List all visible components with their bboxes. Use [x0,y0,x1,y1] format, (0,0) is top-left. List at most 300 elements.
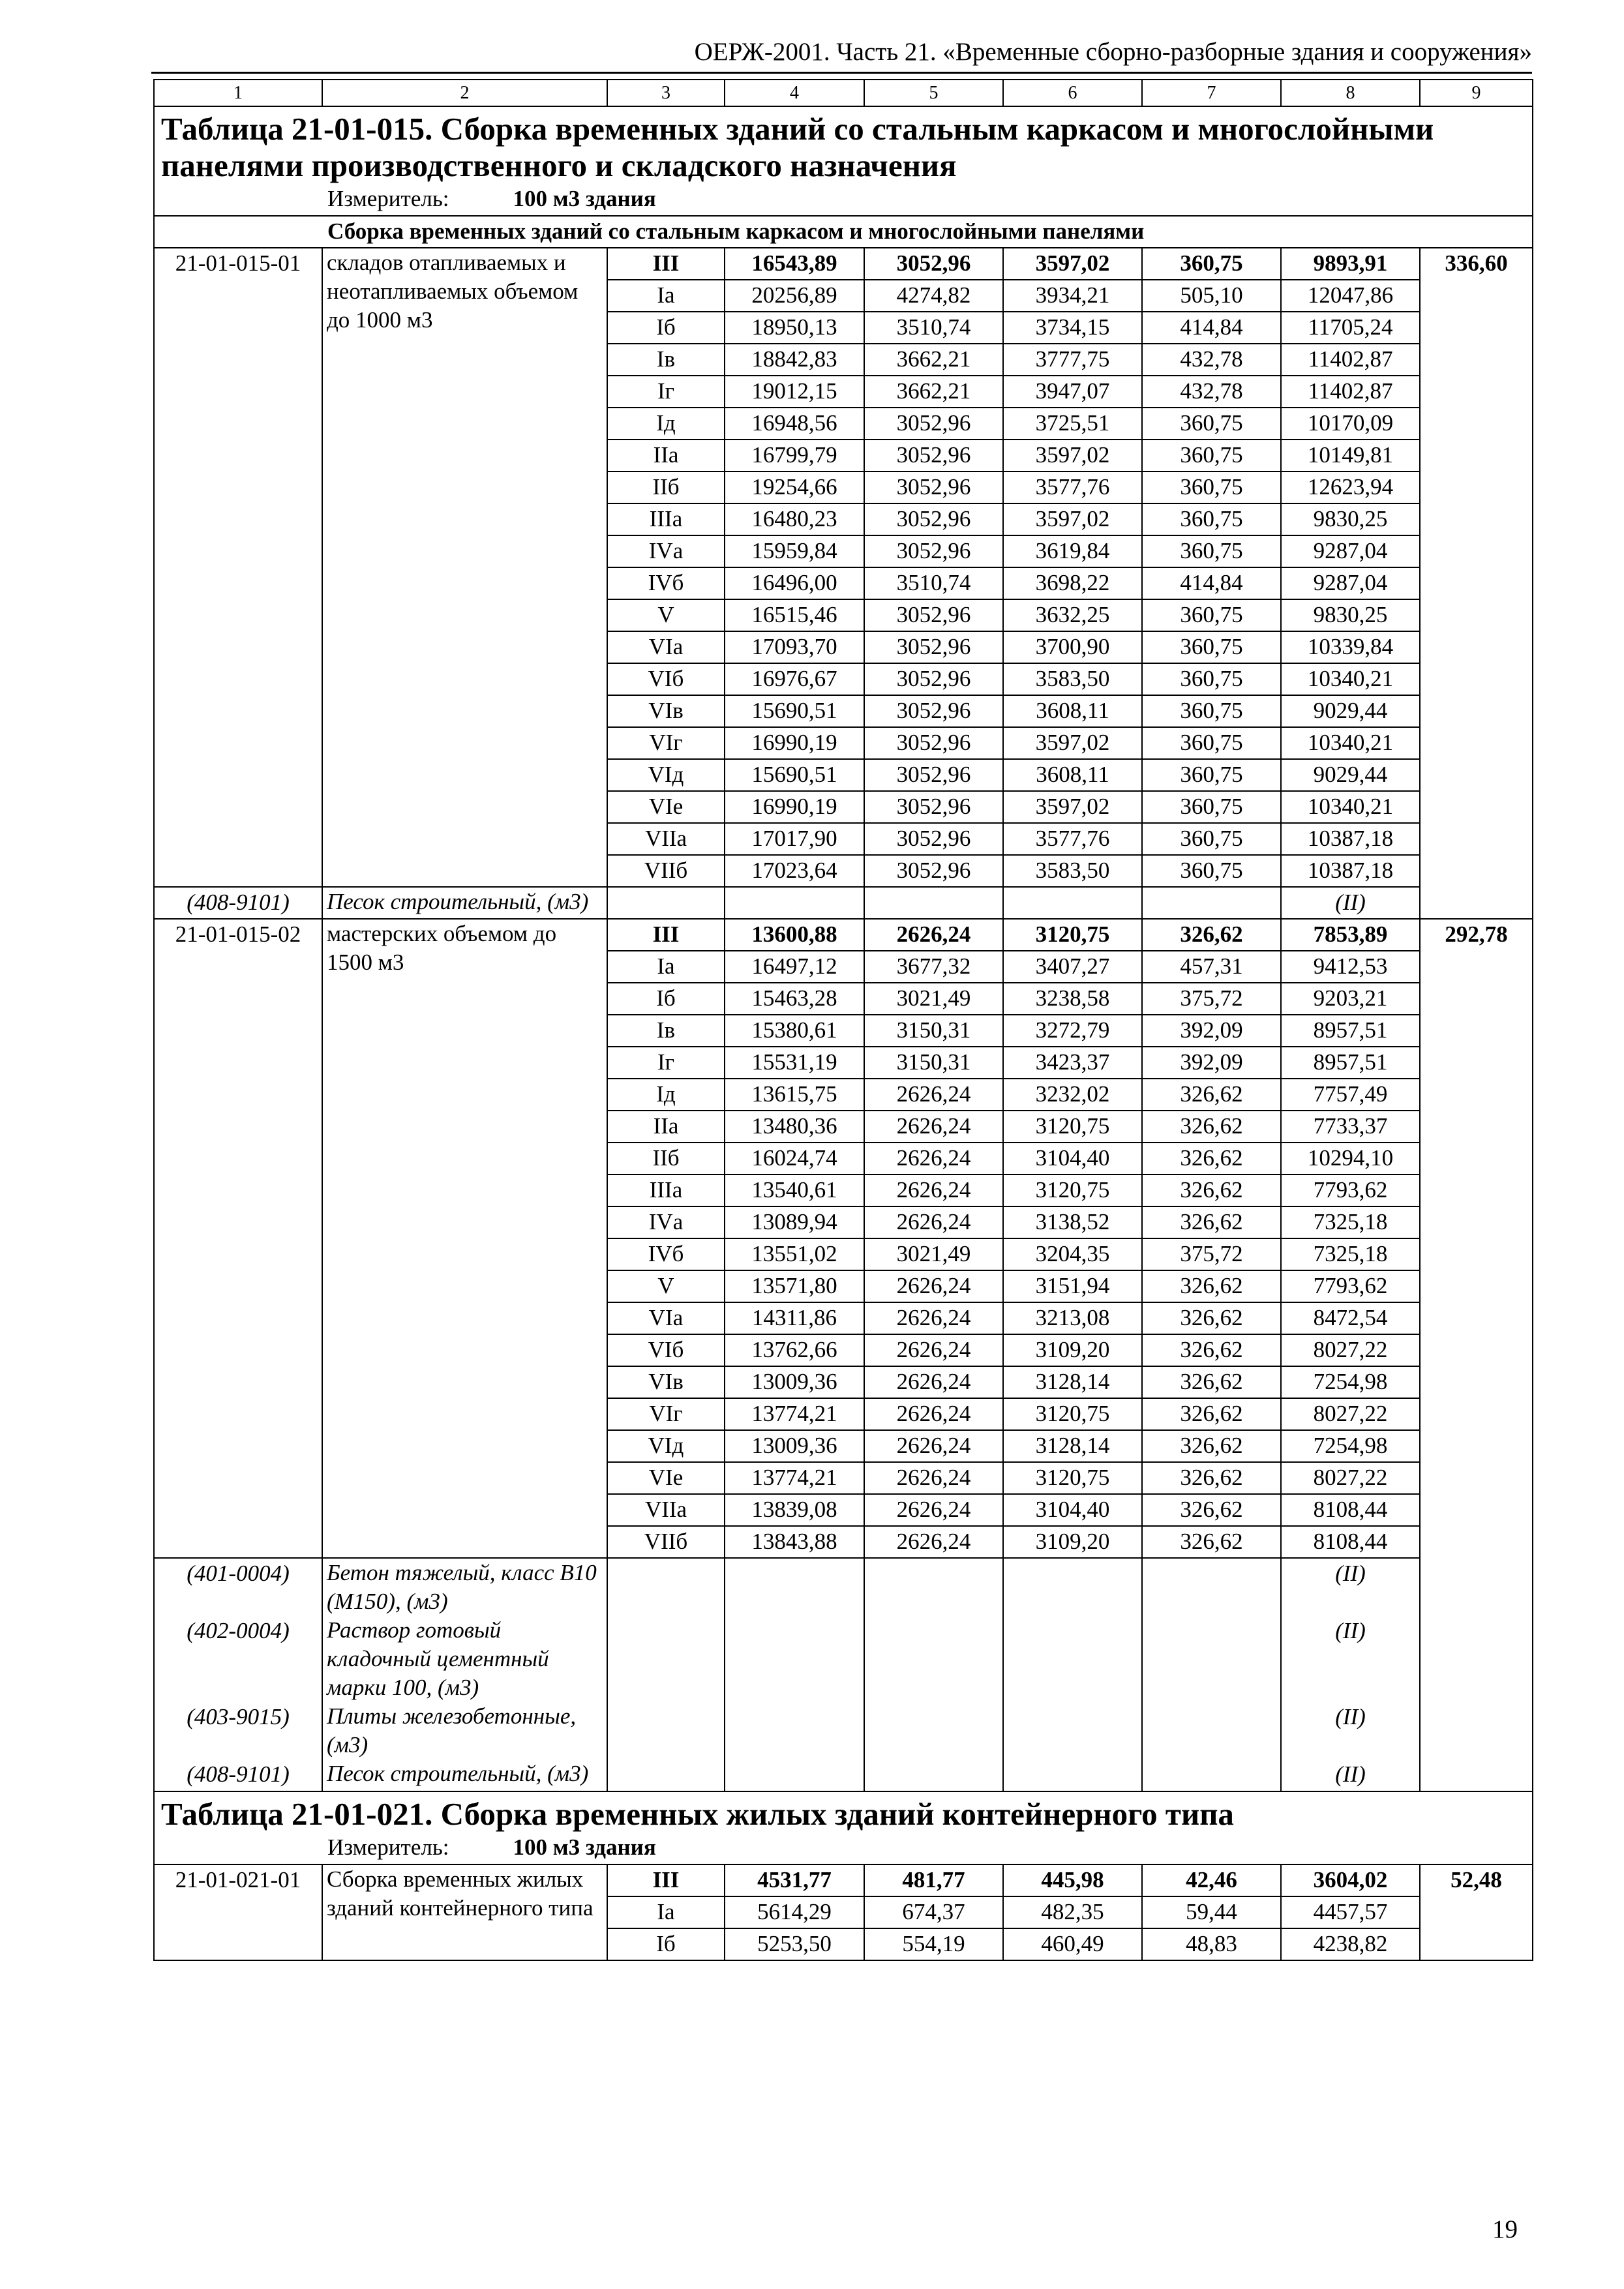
value-cell: 3052,96 [864,503,1003,535]
value-cell: 10294,10 [1281,1143,1420,1174]
value-cell: 3510,74 [864,567,1003,599]
empty-cell [1003,1616,1142,1702]
value-cell: 3597,02 [1003,503,1142,535]
value-cell: 13089,94 [725,1206,864,1238]
zone-label: Iа [607,280,725,312]
value-cell: 414,84 [1142,567,1281,599]
column-number: 3 [607,80,725,106]
value-cell: 9203,21 [1281,983,1420,1015]
value-cell: 16799,79 [725,440,864,471]
value-cell: 12047,86 [1281,280,1420,312]
value-cell: 2626,24 [864,1494,1003,1526]
value-cell: 3120,75 [1003,1462,1142,1494]
zone-label: VIIа [607,823,725,855]
empty-cell [1142,1558,1281,1616]
value-cell: 3604,02 [1281,1864,1420,1896]
value-cell: 16543,89 [725,248,864,280]
value-cell: 2626,24 [864,1366,1003,1398]
column-number-row [154,80,1533,106]
value-cell: 554,19 [864,1928,1003,1960]
value-cell: 16948,56 [725,408,864,440]
empty-cell [1003,887,1142,919]
empty-cell [607,1759,725,1791]
value-cell: 8027,22 [1281,1334,1420,1366]
empty-cell [1142,887,1281,919]
value-cell: 10339,84 [1281,631,1420,663]
value-cell: 13571,80 [725,1270,864,1302]
material-row [154,1558,1533,1616]
value-cell: 3608,11 [1003,759,1142,791]
value-cell: 15531,19 [725,1047,864,1079]
value-cell: 375,72 [1142,1238,1281,1270]
value-cell: 326,62 [1142,1174,1281,1206]
table-row [154,919,1533,951]
material-class: (II) [1281,1702,1420,1759]
section-heading: Сборка временных зданий со стальным каркасом и многослойными панелями [154,216,1533,248]
zone-label: III [607,248,725,280]
value-cell: 360,75 [1142,631,1281,663]
value-cell: 12623,94 [1281,471,1420,503]
empty-cell [864,1558,1003,1616]
value-cell: 360,75 [1142,471,1281,503]
empty-cell [725,1702,864,1759]
running-header: ОЕРЖ-2001. Часть 21. «Временные сборно-разборные здания и сооружения» [694,38,1532,66]
value-cell: 3608,11 [1003,695,1142,727]
value-cell: 13762,66 [725,1334,864,1366]
page-number: 19 [1492,2215,1518,2243]
value-cell: 3213,08 [1003,1302,1142,1334]
value-cell: 2626,24 [864,1143,1003,1174]
zone-label: IVб [607,1238,725,1270]
value-cell: 2626,24 [864,1462,1003,1494]
value-cell: 5614,29 [725,1896,864,1928]
zone-label: V [607,599,725,631]
zone-label: VIб [607,1334,725,1366]
empty-cell [1142,1616,1281,1702]
value-cell: 460,49 [1003,1928,1142,1960]
value-cell: 3577,76 [1003,823,1142,855]
value-cell: 3128,14 [1003,1430,1142,1462]
value-cell: 8027,22 [1281,1462,1420,1494]
value-cell: 3052,96 [864,631,1003,663]
empty-cell [607,1558,725,1616]
empty-cell [1003,1759,1142,1791]
value-cell: 326,62 [1142,1526,1281,1558]
value-cell: 414,84 [1142,312,1281,344]
rate-description: Сборка временных жилых зданий контейнерного типа [322,1864,607,1960]
value-cell: 59,44 [1142,1896,1281,1928]
column-number: 5 [864,80,1003,106]
value-cell: 9893,91 [1281,248,1420,280]
value-cell: 3597,02 [1003,727,1142,759]
value-cell: 10340,21 [1281,663,1420,695]
table-title-row [154,1791,1533,1833]
zone-label: IVб [607,567,725,599]
value-cell: 392,09 [1142,1015,1281,1047]
value-cell: 3052,96 [864,695,1003,727]
zone-label: VIг [607,1398,725,1430]
value-cell: 10387,18 [1281,855,1420,887]
zone-label: Iа [607,1896,725,1928]
column-number: 6 [1003,80,1142,106]
value-cell: 3423,37 [1003,1047,1142,1079]
zone-label: Iд [607,408,725,440]
value-cell: 326,62 [1142,919,1281,951]
value-cell: 3583,50 [1003,855,1142,887]
value-cell: 13774,21 [725,1398,864,1430]
labor-cost: 336,60 [1420,248,1533,919]
value-cell: 3662,21 [864,376,1003,408]
column-number: 1 [154,80,322,106]
value-cell: 375,72 [1142,983,1281,1015]
value-cell: 3597,02 [1003,248,1142,280]
value-cell: 17017,90 [725,823,864,855]
value-cell: 3052,96 [864,663,1003,695]
value-cell: 19012,15 [725,376,864,408]
value-cell: 3120,75 [1003,1111,1142,1143]
value-cell: 15463,28 [725,983,864,1015]
zone-label: IVа [607,535,725,567]
material-code: (402-0004) [154,1616,322,1702]
value-cell: 3052,96 [864,759,1003,791]
value-cell: 360,75 [1142,599,1281,631]
material-row [154,1759,1533,1791]
empty-cell [1142,1759,1281,1791]
column-number: 2 [322,80,607,106]
value-cell: 3104,40 [1003,1143,1142,1174]
value-cell: 3052,96 [864,471,1003,503]
value-cell: 326,62 [1142,1206,1281,1238]
meter [154,184,1533,216]
value-cell: 10387,18 [1281,823,1420,855]
meter-value: 100 м3 здания [513,186,656,211]
value-cell: 15690,51 [725,759,864,791]
zone-label: IIб [607,471,725,503]
value-cell: 4274,82 [864,280,1003,312]
value-cell: 9287,04 [1281,535,1420,567]
value-cell: 326,62 [1142,1366,1281,1398]
material-name: Песок строительный, (м3) [322,1759,607,1791]
value-cell: 13600,88 [725,919,864,951]
zone-label: VIв [607,1366,725,1398]
labor-cost: 52,48 [1420,1864,1533,1960]
value-cell: 2626,24 [864,1334,1003,1366]
empty-cell [1003,1702,1142,1759]
value-cell: 7325,18 [1281,1238,1420,1270]
value-cell: 360,75 [1142,855,1281,887]
value-cell: 2626,24 [864,1079,1003,1111]
material-name: Песок строительный, (м3) [322,887,607,919]
meter-row [154,1833,1533,1864]
section-row [154,216,1533,248]
value-cell: 3700,90 [1003,631,1142,663]
value-cell: 5253,50 [725,1928,864,1960]
value-cell: 3052,96 [864,791,1003,823]
value-cell: 3597,02 [1003,440,1142,471]
column-number: 9 [1420,80,1533,106]
value-cell: 9029,44 [1281,695,1420,727]
material-name: Бетон тяжелый, класс В10 (М150), (м3) [322,1558,607,1616]
zone-label: IIа [607,1111,725,1143]
value-cell: 48,83 [1142,1928,1281,1960]
value-cell: 326,62 [1142,1334,1281,1366]
value-cell: 10170,09 [1281,408,1420,440]
value-cell: 360,75 [1142,759,1281,791]
value-cell: 17023,64 [725,855,864,887]
value-cell: 16480,23 [725,503,864,535]
value-cell: 13843,88 [725,1526,864,1558]
material-name: Плиты железобетонные, (м3) [322,1702,607,1759]
value-cell: 3777,75 [1003,344,1142,376]
value-cell: 18842,83 [725,344,864,376]
value-cell: 18950,13 [725,312,864,344]
value-cell: 360,75 [1142,727,1281,759]
value-cell: 3238,58 [1003,983,1142,1015]
value-cell: 2626,24 [864,1398,1003,1430]
value-cell: 3052,96 [864,440,1003,471]
material-class: (II) [1281,1616,1420,1702]
empty-cell [725,1616,864,1702]
value-cell: 360,75 [1142,440,1281,471]
value-cell: 8957,51 [1281,1047,1420,1079]
zone-label: Iа [607,951,725,983]
value-cell: 17093,70 [725,631,864,663]
table-title: Таблица 21-01-015. Сборка временных зданий со стальным каркасом и многослойными панелями производственного и складского назначения [154,106,1533,184]
zone-label: VIд [607,1430,725,1462]
value-cell: 3052,96 [864,535,1003,567]
zone-label: VIа [607,1302,725,1334]
value-cell: 3947,07 [1003,376,1142,408]
value-cell: 7325,18 [1281,1206,1420,1238]
value-cell: 16976,67 [725,663,864,695]
zone-label: IIIа [607,503,725,535]
value-cell: 7853,89 [1281,919,1420,951]
value-cell: 2626,24 [864,1111,1003,1143]
table-row [154,1864,1533,1896]
zone-label: IIа [607,440,725,471]
value-cell: 3619,84 [1003,535,1142,567]
table-row [154,248,1533,280]
value-cell: 360,75 [1142,503,1281,535]
value-cell: 16024,74 [725,1143,864,1174]
empty-cell [725,1759,864,1791]
value-cell: 3052,96 [864,248,1003,280]
material-row [154,1702,1533,1759]
empty-cell [864,887,1003,919]
material-class: (II) [1281,1558,1420,1616]
value-cell: 360,75 [1142,535,1281,567]
value-cell: 3120,75 [1003,919,1142,951]
value-cell: 3021,49 [864,983,1003,1015]
empty-cell [725,887,864,919]
value-cell: 4531,77 [725,1864,864,1896]
value-cell: 2626,24 [864,919,1003,951]
value-cell: 3151,94 [1003,1270,1142,1302]
value-cell: 360,75 [1142,248,1281,280]
value-cell: 7757,49 [1281,1079,1420,1111]
value-cell: 10149,81 [1281,440,1420,471]
zone-label: IIIа [607,1174,725,1206]
value-cell: 432,78 [1142,376,1281,408]
value-cell: 3138,52 [1003,1206,1142,1238]
value-cell: 3109,20 [1003,1526,1142,1558]
rate-description: мастерских объемом до 1500 м3 [322,919,607,1558]
zone-label: III [607,1864,725,1896]
zone-label: VIб [607,663,725,695]
value-cell: 674,37 [864,1896,1003,1928]
rate-code: 21-01-015-02 [154,919,322,1558]
zone-label: Iб [607,1928,725,1960]
zone-label: IVа [607,1206,725,1238]
value-cell: 432,78 [1142,344,1281,376]
value-cell: 445,98 [1003,1864,1142,1896]
zone-label: VIIб [607,855,725,887]
value-cell: 9287,04 [1281,567,1420,599]
table-title-row [154,106,1533,184]
value-cell: 3104,40 [1003,1494,1142,1526]
zone-label: V [607,1270,725,1302]
value-cell: 3272,79 [1003,1015,1142,1047]
column-number: 8 [1281,80,1420,106]
value-cell: 3052,96 [864,408,1003,440]
value-cell: 19254,66 [725,471,864,503]
value-cell: 16497,12 [725,951,864,983]
meter-label: Измеритель: [327,186,449,211]
value-cell: 10340,21 [1281,727,1420,759]
value-cell: 2626,24 [864,1302,1003,1334]
value-cell: 3021,49 [864,1238,1003,1270]
value-cell: 16496,00 [725,567,864,599]
value-cell: 3232,02 [1003,1079,1142,1111]
zone-label: VIе [607,1462,725,1494]
value-cell: 3577,76 [1003,471,1142,503]
rate-code: 21-01-021-01 [154,1864,322,1960]
value-cell: 13540,61 [725,1174,864,1206]
value-cell: 13009,36 [725,1366,864,1398]
value-cell: 3052,96 [864,599,1003,631]
value-cell: 3698,22 [1003,567,1142,599]
zone-label: Iб [607,983,725,1015]
value-cell: 3052,96 [864,727,1003,759]
value-cell: 3662,21 [864,344,1003,376]
value-cell: 326,62 [1142,1143,1281,1174]
value-cell: 360,75 [1142,823,1281,855]
value-cell: 505,10 [1142,280,1281,312]
rates-table-body [154,80,1533,1960]
value-cell: 7793,62 [1281,1174,1420,1206]
value-cell: 8957,51 [1281,1015,1420,1047]
value-cell: 3052,96 [864,855,1003,887]
value-cell: 3150,31 [864,1015,1003,1047]
zone-label: Iг [607,376,725,408]
value-cell: 8472,54 [1281,1302,1420,1334]
meter-label: Измеритель: [327,1834,449,1860]
value-cell: 9412,53 [1281,951,1420,983]
empty-cell [1003,1558,1142,1616]
table-title: Таблица 21-01-021. Сборка временных жилых зданий контейнерного типа [154,1791,1533,1833]
rate-code: 21-01-015-01 [154,248,322,887]
value-cell: 11402,87 [1281,344,1420,376]
zone-label: VIд [607,759,725,791]
zone-label: Iд [607,1079,725,1111]
empty-cell [607,887,725,919]
value-cell: 3597,02 [1003,791,1142,823]
value-cell: 326,62 [1142,1494,1281,1526]
value-cell: 481,77 [864,1864,1003,1896]
value-cell: 326,62 [1142,1398,1281,1430]
labor-cost: 292,78 [1420,919,1533,1791]
rates-table [153,79,1533,1961]
value-cell: 8027,22 [1281,1398,1420,1430]
value-cell: 392,09 [1142,1047,1281,1079]
value-cell: 15690,51 [725,695,864,727]
zone-label: Iг [607,1047,725,1079]
zone-label: Iб [607,312,725,344]
material-class: (II) [1281,887,1420,919]
value-cell: 3120,75 [1003,1174,1142,1206]
value-cell: 326,62 [1142,1302,1281,1334]
value-cell: 3632,25 [1003,599,1142,631]
value-cell: 13615,75 [725,1079,864,1111]
value-cell: 3583,50 [1003,663,1142,695]
column-number: 4 [725,80,864,106]
zone-label: Iв [607,1015,725,1047]
value-cell: 16990,19 [725,791,864,823]
value-cell: 8108,44 [1281,1494,1420,1526]
value-cell: 42,46 [1142,1864,1281,1896]
value-cell: 13480,36 [725,1111,864,1143]
value-cell: 16990,19 [725,727,864,759]
value-cell: 13774,21 [725,1462,864,1494]
value-cell: 16515,46 [725,599,864,631]
value-cell: 7254,98 [1281,1430,1420,1462]
empty-cell [725,1558,864,1616]
value-cell: 4457,57 [1281,1896,1420,1928]
value-cell: 14311,86 [725,1302,864,1334]
empty-cell [864,1702,1003,1759]
empty-cell [864,1759,1003,1791]
value-cell: 3128,14 [1003,1366,1142,1398]
value-cell: 9029,44 [1281,759,1420,791]
value-cell: 326,62 [1142,1462,1281,1494]
value-cell: 13839,08 [725,1494,864,1526]
zone-label: III [607,919,725,951]
rate-description: складов отапливаемых и неотапливаемых объемом до 1000 м3 [322,248,607,887]
value-cell: 3120,75 [1003,1398,1142,1430]
zone-label: Iв [607,344,725,376]
value-cell: 360,75 [1142,663,1281,695]
value-cell: 11402,87 [1281,376,1420,408]
value-cell: 4238,82 [1281,1928,1420,1960]
value-cell: 3150,31 [864,1047,1003,1079]
value-cell: 3052,96 [864,823,1003,855]
value-cell: 326,62 [1142,1270,1281,1302]
empty-cell [607,1702,725,1759]
material-row [154,1616,1533,1702]
zone-label: VIIб [607,1526,725,1558]
value-cell: 8108,44 [1281,1526,1420,1558]
value-cell: 2626,24 [864,1206,1003,1238]
value-cell: 326,62 [1142,1430,1281,1462]
material-row [154,887,1533,919]
meter-row [154,184,1533,216]
value-cell: 2626,24 [864,1526,1003,1558]
value-cell: 13009,36 [725,1430,864,1462]
zone-label: VIIа [607,1494,725,1526]
value-cell: 457,31 [1142,951,1281,983]
meter-value: 100 м3 здания [513,1834,656,1860]
value-cell: 3510,74 [864,312,1003,344]
